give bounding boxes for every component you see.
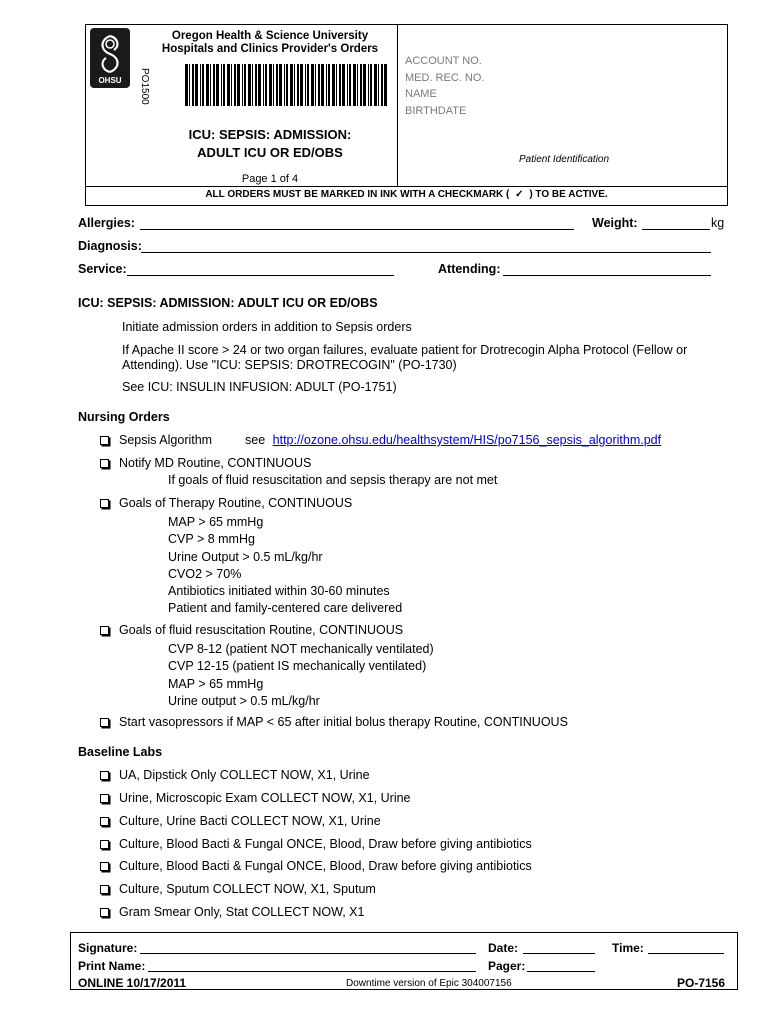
- barcode-bar: [206, 64, 209, 106]
- goals-therapy-item: Patient and family-centered care delivered: [168, 601, 403, 616]
- checkbox-lab-ua-dipstick[interactable]: [100, 771, 109, 780]
- barcode-bar: [332, 64, 335, 106]
- barcode-bar: [370, 64, 372, 106]
- weight-unit: kg: [711, 216, 725, 230]
- lab-order: [100, 791, 411, 805]
- lab-label: Culture, Blood Bacti & Fungal ONCE, Blood, Draw before giving antibiotics: [119, 837, 532, 851]
- barcode-bar: [349, 64, 351, 106]
- allergies-field[interactable]: [140, 216, 574, 230]
- barcode-bar: [378, 64, 379, 106]
- barcode-bar: [360, 64, 362, 106]
- form-title-line1: ICU: SEPSIS: ADMISSION:: [188, 127, 352, 142]
- checkbox-lab-culture-urine[interactable]: [100, 817, 109, 826]
- barcode-bar: [248, 64, 251, 106]
- checkbox-notify-md[interactable]: [100, 459, 109, 468]
- institution-line1: Oregon Health & Science University: [171, 30, 369, 42]
- labs-heading: Baseline Labs: [78, 745, 163, 759]
- barcode-bar: [321, 64, 324, 106]
- checkbox-sepsis-algorithm[interactable]: [100, 436, 109, 445]
- signature-label: Signature:: [78, 941, 138, 955]
- barcode-bar: [347, 64, 348, 106]
- pager-field[interactable]: [527, 959, 595, 972]
- intro-line2b: Attending). Use "ICU: SEPSIS: DROTRECOGIN" (PO-1730): [122, 358, 457, 372]
- order-vasopressors: [100, 715, 568, 729]
- header-hline: [85, 186, 728, 187]
- form-title: [165, 126, 375, 162]
- notify-md-label: Notify MD Routine, CONTINUOUS: [119, 456, 312, 470]
- barcode-bar: [192, 64, 194, 106]
- barcode-bar: [210, 64, 211, 106]
- page-indicator: Page 1 of 4: [241, 173, 299, 185]
- order-goals-therapy: [100, 496, 352, 510]
- sepsis-algorithm-label: Sepsis Algorithm: [119, 433, 213, 447]
- lab-label: Gram Smear Only, Stat COLLECT NOW, X1: [119, 905, 365, 919]
- ink-notice-pre: ALL ORDERS MUST BE MARKED IN INK WITH A CHECKMARK (: [205, 189, 510, 200]
- goals-therapy-label: Goals of Therapy Routine, CONTINUOUS: [119, 496, 353, 510]
- lab-label: Culture, Urine Bacti COLLECT NOW, X1, Urine: [119, 814, 381, 828]
- goals-fluid-label: Goals of fluid resuscitation Routine, CONTINUOUS: [119, 623, 404, 637]
- barcode-bar: [300, 64, 303, 106]
- barcode-bar: [297, 64, 299, 106]
- diagnosis-field[interactable]: [141, 239, 711, 253]
- vasopressors-label: Start vasopressors if MAP < 65 after initial bolus therapy Routine, CONTINUOUS: [119, 715, 568, 729]
- lab-order: [100, 768, 370, 782]
- sepsis-algorithm-link[interactable]: http://ozone.ohsu.edu/healthsystem/HIS/po7156_sepsis_algorithm.pdf: [272, 433, 662, 447]
- patient-id-fields: [405, 53, 484, 119]
- barcode-bar: [189, 64, 190, 106]
- lab-label: UA, Dipstick Only COLLECT NOW, X1, Urine: [119, 768, 370, 782]
- barcode-bar: [273, 64, 274, 106]
- barcode-bar: [244, 64, 246, 106]
- print-name-label: Print Name:: [78, 959, 146, 973]
- lab-order: [100, 905, 364, 919]
- weight-field[interactable]: [642, 216, 710, 230]
- barcode-bar: [315, 64, 316, 106]
- barcode-bar: [311, 64, 314, 106]
- barcode-bar: [258, 64, 261, 106]
- ohsu-logo-icon: [90, 28, 130, 88]
- lab-label: Urine, Microscopic Exam COLLECT NOW, X1, Urine: [119, 791, 411, 805]
- checkbox-lab-urine-microscopic[interactable]: [100, 794, 109, 803]
- barcode-bar: [263, 64, 264, 106]
- logo-text: OHSU: [98, 76, 122, 85]
- barcode-bar: [216, 64, 219, 106]
- nursing-heading: Nursing Orders: [78, 410, 170, 424]
- time-label: Time:: [612, 941, 644, 955]
- downtime-version: Downtime version of Epic 304007156: [346, 978, 512, 989]
- goals-therapy-item: CVO2 > 70%: [168, 566, 242, 581]
- barcode-bar: [290, 64, 293, 106]
- see-label: see: [245, 433, 266, 447]
- lab-label: Culture, Sputum COLLECT NOW, X1, Sputum: [119, 882, 376, 896]
- checkbox-goals-therapy[interactable]: [100, 499, 109, 508]
- barcode-bar: [357, 64, 358, 106]
- barcode-bar: [363, 64, 366, 106]
- barcode-bar: [326, 64, 327, 106]
- pager-label: Pager:: [488, 959, 526, 973]
- birthdate-label: BIRTHDATE: [405, 104, 467, 117]
- barcode-bar: [202, 64, 204, 106]
- intro-line1: Initiate admission orders in addition to Sepsis orders: [122, 320, 412, 334]
- patient-identification-label: Patient Identification: [519, 154, 610, 165]
- goals-fluid-item: CVP 12-15 (patient IS mechanically ventilated): [168, 659, 427, 674]
- institution-name: [140, 30, 400, 56]
- barcode-bar: [252, 64, 253, 106]
- account-no-label: ACCOUNT NO.: [405, 55, 482, 67]
- barcode-bar: [234, 64, 236, 106]
- med-rec-no-label: MED. REC. NO.: [405, 71, 485, 84]
- time-field[interactable]: [648, 941, 724, 954]
- barcode-icon: [183, 64, 388, 106]
- barcode-bar: [265, 64, 267, 106]
- notify-md-detail: If goals of fluid resuscitation and sepsis therapy are not met: [168, 473, 498, 487]
- checkbox-lab-culture-sputum[interactable]: [100, 885, 109, 894]
- lab-order: [100, 814, 381, 828]
- barcode-bar: [284, 64, 285, 106]
- order-goals-fluid: [100, 623, 403, 637]
- lab-order: [100, 859, 532, 873]
- goals-fluid-item: MAP > 65 mmHg: [168, 676, 264, 691]
- barcode-bar: [328, 64, 330, 106]
- barcode-bar: [279, 64, 282, 106]
- online-date: ONLINE 10/17/2011: [78, 976, 187, 990]
- barcode-bar: [242, 64, 243, 106]
- allergies-row: [78, 216, 135, 230]
- barcode-bar: [185, 64, 188, 106]
- lab-order: [100, 882, 376, 896]
- checkbox-lab-culture-blood-2[interactable]: [100, 862, 109, 871]
- barcode-bar: [368, 64, 369, 106]
- barcode-bar: [307, 64, 309, 106]
- barcode-bar: [286, 64, 288, 106]
- order-notify-md: [100, 456, 311, 470]
- barcode-bar: [227, 64, 230, 106]
- attending-field[interactable]: [503, 262, 711, 276]
- form-title-line2: ADULT ICU OR ED/OBS: [197, 145, 343, 160]
- barcode-bar: [294, 64, 295, 106]
- checkbox-lab-culture-blood-1[interactable]: [100, 840, 109, 849]
- goals-therapy-item: MAP > 65 mmHg: [168, 515, 264, 529]
- print-name-field[interactable]: [148, 959, 476, 972]
- goals-therapy-item: Urine Output > 0.5 mL/kg/hr: [168, 549, 323, 564]
- diagnosis-label: Diagnosis:: [78, 239, 142, 253]
- barcode-bar: [353, 64, 356, 106]
- goals-fluid-list: [168, 641, 434, 710]
- attending-label: Attending:: [438, 262, 501, 276]
- lab-order: [100, 837, 532, 851]
- barcode-bar: [318, 64, 320, 106]
- barcode-bar: [384, 64, 387, 106]
- date-label: Date:: [488, 941, 519, 955]
- intro-line2a: If Apache II score > 24 or two organ failures, evaluate patient for Drotrecogin Alpha Protocol (Fellow or: [122, 343, 688, 357]
- barcode-bar: [374, 64, 377, 106]
- barcode-bar: [255, 64, 257, 106]
- barcode-bar: [336, 64, 337, 106]
- institution-line2: Hospitals and Clinics Provider's Orders: [161, 43, 379, 55]
- barcode-bar: [231, 64, 232, 106]
- barcode-bar: [339, 64, 341, 106]
- date-field[interactable]: [523, 941, 595, 954]
- goals-fluid-item: Urine output > 0.5 mL/kg/hr: [168, 693, 320, 708]
- section-title: ICU: SEPSIS: ADMISSION: ADULT ICU OR ED/OBS: [78, 296, 378, 310]
- checkbox-goals-fluid[interactable]: [100, 626, 109, 635]
- form-number: PO-7156: [677, 976, 726, 990]
- goals-fluid-item: CVP 8-12 (patient NOT mechanically ventilated): [168, 642, 434, 656]
- checkmark-icon: ✓: [515, 189, 524, 200]
- barcode-bar: [276, 64, 278, 106]
- goals-therapy-item: CVP > 8 mmHg: [168, 532, 255, 547]
- barcode-bar: [195, 64, 198, 106]
- algorithm-link-row: [245, 433, 661, 447]
- goals-therapy-item: Antibiotics initiated within 30-60 minutes: [168, 584, 390, 599]
- lab-label: Culture, Blood Bacti & Fungal ONCE, Blood, Draw before giving antibiotics: [119, 859, 532, 873]
- barcode-bar: [342, 64, 345, 106]
- barcode-bar: [213, 64, 215, 106]
- allergies-label: Allergies:: [78, 216, 135, 230]
- intro-line3: See ICU: INSULIN INFUSION: ADULT (PO-1751): [122, 380, 397, 394]
- weight-label: Weight:: [592, 216, 638, 230]
- barcode-bar: [269, 64, 272, 106]
- name-label: NAME: [405, 88, 437, 100]
- barcode-bar: [223, 64, 225, 106]
- barcode-bar: [381, 64, 383, 106]
- checkbox-lab-gram-smear[interactable]: [100, 908, 109, 917]
- signature-field[interactable]: [140, 941, 476, 954]
- ink-notice-post: ) TO BE ACTIVE.: [529, 189, 608, 200]
- barcode-bar: [237, 64, 240, 106]
- order-sepsis-algorithm: [100, 433, 212, 447]
- form-code-vertical: PO1500: [139, 68, 150, 105]
- service-field[interactable]: [127, 262, 394, 276]
- barcode-bar: [200, 64, 201, 106]
- checkbox-vasopressors[interactable]: [100, 718, 109, 727]
- barcode-bar: [221, 64, 222, 106]
- service-label: Service:: [78, 262, 127, 276]
- barcode-bar: [305, 64, 306, 106]
- ink-notice: [85, 189, 728, 200]
- goals-therapy-list: [168, 514, 402, 618]
